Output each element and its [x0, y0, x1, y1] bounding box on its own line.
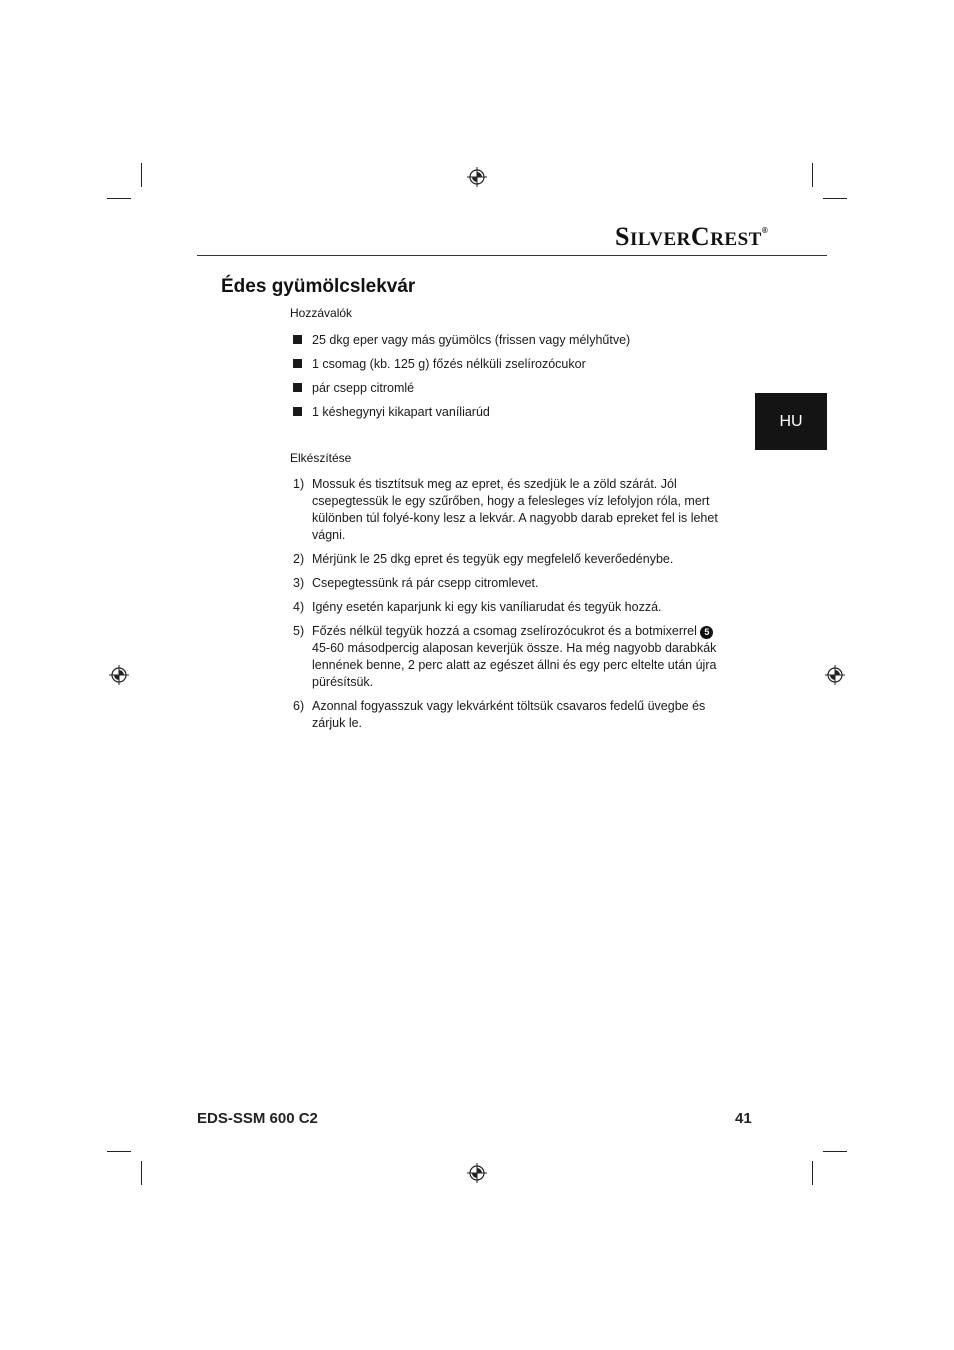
list-item-text: 25 dkg eper vagy más gyümölcs (frissen vagy mélyhűtve): [312, 333, 631, 347]
step-item: [293, 623, 738, 691]
preparation-steps: [293, 476, 738, 739]
step-item: [293, 476, 738, 544]
crop-mark: [141, 1161, 142, 1185]
step-number: 3): [293, 576, 305, 590]
step-text: 45-60 másodpercig alaposan keverjük össze. Ha még nagyobb darabkák lennének benne, 2 perc alatt az egészet állni és egy perc eltelte után újra pürésítsük.: [312, 641, 717, 689]
list-item: [293, 403, 743, 427]
step-item: [293, 698, 738, 732]
crop-mark: [107, 1151, 131, 1152]
brand-letter: C: [690, 222, 711, 251]
crop-mark: [812, 163, 813, 187]
language-tab: [755, 393, 827, 450]
step-number: 1): [293, 477, 305, 491]
crop-mark: [141, 163, 142, 187]
ingredients-heading: Hozzávalók: [290, 306, 353, 320]
language-tab-label: HU: [779, 412, 803, 430]
registration-mark-icon: [825, 665, 845, 685]
crop-mark: [812, 1161, 813, 1185]
step-number: 2): [293, 552, 305, 566]
step-text: Azonnal fogyasszuk vagy lekvárként töltsük csavaros fedelű üvegbe és zárjuk le.: [312, 699, 706, 730]
header-rule: [197, 255, 827, 256]
footer-model-number: EDS-SSM 600 C2: [197, 1110, 318, 1127]
list-item: [293, 379, 743, 403]
brand-letters: REST: [710, 229, 762, 250]
list-item-text: 1 csomag (kb. 125 g) főzés nélküli zselírozócukor: [312, 357, 586, 371]
page-number: 41: [735, 1110, 752, 1127]
list-item: [293, 355, 743, 379]
brand-logo: [615, 222, 769, 252]
bullet-square-icon: [293, 383, 302, 392]
crop-mark: [823, 1151, 847, 1152]
step-text: Főzés nélkül tegyük hozzá a csomag zselírozócukrot és a botmixerrel: [312, 624, 697, 638]
registration-mark-icon: [467, 1163, 487, 1183]
step-number: 6): [293, 699, 305, 713]
list-item: [293, 331, 743, 355]
step-item: [293, 575, 738, 592]
ingredients-list: [293, 331, 743, 427]
registration-mark-icon: [467, 167, 487, 187]
step-text: Mérjünk le 25 dkg epret és tegyük egy megfelelő keverőedénybe.: [312, 552, 674, 566]
bullet-square-icon: [293, 359, 302, 368]
step-text: Csepegtessünk rá pár csepp citromlevet.: [312, 576, 539, 590]
step-item: [293, 551, 738, 568]
bullet-square-icon: [293, 407, 302, 416]
step-text: Igény esetén kaparjunk ki egy kis vaníliarudat és tegyük hozzá.: [312, 600, 662, 614]
step-text: Mossuk és tisztítsuk meg az epret, és szedjük le a zöld szárát. Jól csepegtessük le egy szűrőben, hogy a felesleges víz lefolyjon róla, mert különben túl folyé-kony lesz a lekvár. A nagyobb darab epreket fel is lehet vágni.: [312, 477, 718, 542]
crop-mark: [823, 198, 847, 199]
bullet-square-icon: [293, 335, 302, 344]
page-title: Édes gyümölcslekvár: [221, 276, 416, 297]
part-number-badge: 5: [700, 626, 713, 639]
brand-letter: S: [615, 222, 630, 251]
crop-mark: [107, 198, 131, 199]
preparation-heading: Elkészítése: [290, 451, 352, 465]
list-item-text: pár csepp citromlé: [312, 381, 415, 395]
step-item: [293, 599, 738, 616]
brand-letters: ILVER: [629, 229, 691, 250]
registration-mark-icon: [109, 665, 129, 685]
list-item-text: 1 késhegynyi kikapart vaníliarúd: [312, 405, 490, 419]
step-number: 4): [293, 600, 305, 614]
step-number: 5): [293, 624, 305, 638]
registered-mark: ®: [761, 226, 769, 235]
